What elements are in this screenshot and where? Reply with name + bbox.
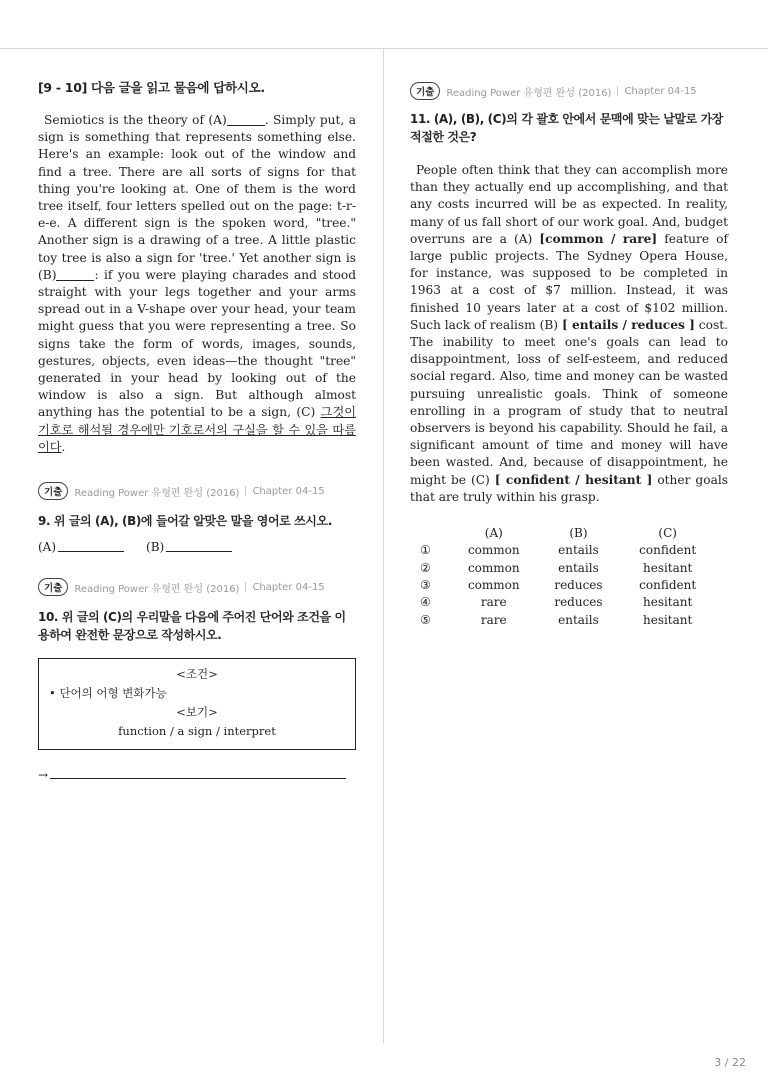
- answer-a-line[interactable]: [58, 551, 124, 552]
- section-heading: [9 - 10] 다음 글을 읽고 물음에 답하시오.: [38, 80, 265, 95]
- source-book: Reading Power 유형편 완성 (2016): [74, 583, 240, 595]
- semiotics-passage: Semiotics is the theory of (A) . Simply put, a sign is something that represents something else. Here's an example: look out of the window and find a tree. There are all sorts of signs for that thing you're looking at. One of them is the word tree itself, four letters spelled out on the page: t-r-e-e. A different sign is the spoken word, "tree." Another sign is a drawing of a tree. A little plastic toy tree is also a sign for 'tree.' Yet another sign is (B) : if you were playing charades and stood straight with your legs together and your arms spread out in a V-shape over your head, your team might guess that you were representing a tree. So signs take the form of words, images, sounds, gestures, objects, even ideas—the thought "tree" generated in your head by looking out of the window is also a sign. But although almost anything has the potential to be a sign, (C) 그것이 기호로 해석될 경우에만 기호로서의 구실을 할 수 있을 따름이다.: [38, 113, 356, 454]
- top-rule: [0, 48, 768, 49]
- choice-row[interactable]: ⑤ rare entails hesitant: [416, 611, 716, 628]
- q9-title: 9. 위 글의 (A), (B)에 들어갈 알맞은 말을 영어로 쓰시오.: [38, 514, 332, 529]
- page-number: 3 / 22: [714, 1056, 746, 1069]
- choice-number: ⑤: [420, 612, 431, 627]
- choice-number: ④: [420, 595, 431, 610]
- header-c: (C): [658, 525, 677, 540]
- choice-row[interactable]: ① common entails confident: [416, 541, 716, 558]
- right-column: [410, 82, 728, 628]
- condition-item: • 단어의 어형 변화가능: [49, 686, 167, 701]
- choice-row[interactable]: ③ common reduces confident: [416, 576, 716, 593]
- choice-header-row: [416, 524, 716, 541]
- past-exam-badge: 기출: [38, 482, 68, 500]
- header-a: (A): [484, 525, 503, 540]
- q10-answer-area: [38, 768, 356, 782]
- q9-source: [38, 482, 356, 500]
- arrow-icon: →: [38, 768, 49, 783]
- bracket-c: [ confident / hesitant ]: [494, 472, 653, 487]
- source-chapter: Chapter 04-15: [252, 485, 325, 497]
- answer-b-line[interactable]: [166, 551, 232, 552]
- choice-row[interactable]: ② common entails hesitant: [416, 559, 716, 576]
- example-words: function / a sign / interpret: [118, 724, 276, 739]
- answer-line[interactable]: [50, 778, 346, 779]
- source-chapter: Chapter 04-15: [624, 85, 697, 97]
- q10-title: 10. 위 글의 (C)의 우리말을 다음에 주어진 단어와 조건을 이용하여 완전한 문장으로 작성하시오.: [38, 610, 346, 643]
- blank-a: [227, 113, 265, 126]
- blank-b: [56, 268, 94, 281]
- column-divider: [383, 48, 384, 1043]
- bracket-b: [ entails / reduces ]: [561, 317, 695, 332]
- left-column: [38, 78, 356, 782]
- q10-source: [38, 578, 356, 596]
- source-book: Reading Power 유형편 완성 (2016): [74, 487, 240, 499]
- bracket-a: [common / rare]: [539, 231, 658, 246]
- choice-table: [416, 524, 716, 628]
- q11-title: 11. (A), (B), (C)의 각 괄호 안에서 문맥에 맞는 낱말로 가장 적절한 것은?: [410, 112, 723, 144]
- q11-source: [410, 82, 728, 100]
- realism-passage: People often think that they can accomplish more than they actually end up accomplishing, and that any costs incurred will be as expected. In reality, many of us fall short of our work goal. And, budget overruns are a (A) [common / rare] feature of large public projects. The Sydney Opera House, for instance, was supposed to be completed in 1963 at a cost of $7 million. Instead, it was finished 10 years later at a cost of $102 million. Such lack of realism (B) [ entails / reduces ] cost. The inability to meet one's goals can lead to disappointment, loss of self-esteem, and reduced social regard. Also, time and money can be wasted pursuing unrealistic goals. Think of someone enrolling in a program of study that to neutral observers is beyond his capability. Should he fail, a significant amount of time and money will have been wasted. And, because of disappointment, he might be (C) [ confident / hesitant ] other goals that are truly within his grasp.: [410, 163, 729, 504]
- choice-row[interactable]: ④ rare reduces hesitant: [416, 594, 716, 611]
- choice-number: ①: [420, 543, 431, 558]
- header-b: (B): [569, 525, 588, 540]
- past-exam-badge: 기출: [38, 578, 68, 596]
- past-exam-badge: 기출: [410, 82, 440, 100]
- source-chapter: Chapter 04-15: [252, 581, 325, 593]
- choice-number: ②: [420, 560, 431, 575]
- source-book: Reading Power 유형편 완성 (2016): [446, 87, 612, 99]
- choice-number: ③: [420, 577, 431, 592]
- condition-header: <조건>: [176, 667, 218, 682]
- condition-box: [38, 658, 356, 750]
- example-header: <보기>: [176, 705, 218, 720]
- q9-answer-area: (A) (B): [38, 540, 356, 554]
- underlined-korean: 그것이 기호로 해석될 경우에만 기호로서의 구실을 할 수 있을 따름이다: [38, 405, 356, 454]
